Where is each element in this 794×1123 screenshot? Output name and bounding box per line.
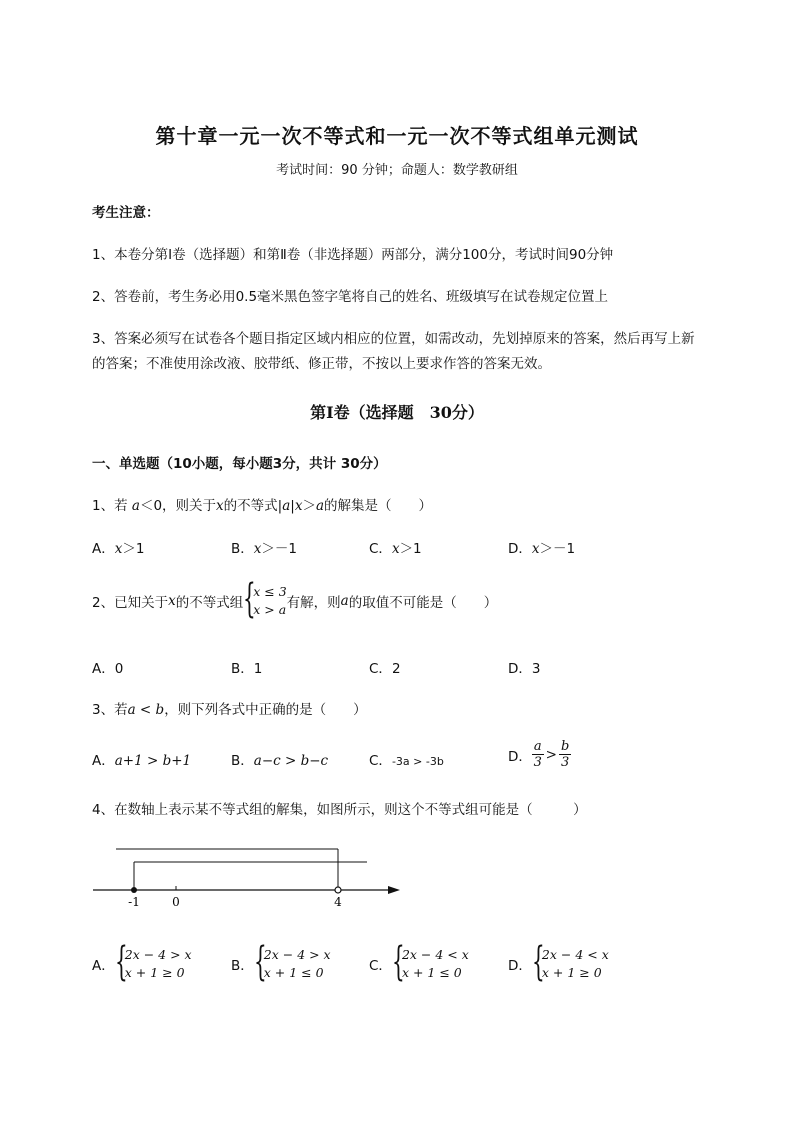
option-value: a+1 > b+1 <box>114 753 192 769</box>
option-label: A． <box>92 541 115 557</box>
q3-option-a[interactable] <box>92 749 191 769</box>
option-label: B． <box>231 958 254 974</box>
sys-line-1: 2x − 4 > x <box>124 947 192 962</box>
question-1 <box>92 494 432 514</box>
q3-cond: a < b <box>127 702 165 718</box>
q1-cond: ＜0，则关于 <box>139 498 217 514</box>
q4-option-c[interactable] <box>369 939 469 985</box>
notice-item-2: 2、答卷前，考生务必用0.5毫米黑色签字笔将自己的姓名、班级填写在试卷规定位置上 <box>92 289 609 305</box>
q1-expr-a: a <box>282 498 291 514</box>
fraction-denominator: 3 <box>561 755 570 770</box>
q2-sys-line-2: x > a <box>253 602 287 617</box>
option-value: 3 <box>531 661 541 677</box>
option-label: D． <box>508 541 532 557</box>
q2-option-c[interactable] <box>369 657 401 677</box>
q3-suffix: ，则下列各式中正确的是（ ） <box>164 702 367 718</box>
fraction-numerator: a <box>533 739 542 754</box>
option-system <box>253 939 331 985</box>
q2-prefix: 2、已知关于 <box>92 595 169 611</box>
option-label: A． <box>92 958 115 974</box>
option-value: 2 <box>391 661 401 677</box>
option-rel: ＞－1 <box>261 541 297 557</box>
axis-label-4: 4 <box>334 895 342 909</box>
q3-prefix: 3、若 <box>92 702 128 718</box>
q2-option-d[interactable] <box>508 657 541 677</box>
brace-icon: { <box>391 939 405 985</box>
notice-item-3: 3、答案必须写在试卷各个题目指定区域内相应的位置，如需改动，先划掉原来的答案，然后再写上新 <box>92 331 695 347</box>
option-system <box>114 939 192 985</box>
q3-option-d[interactable] <box>508 739 571 770</box>
sys-line-2: x + 1 ≤ 0 <box>401 965 462 980</box>
q1-var-x: x <box>216 498 224 514</box>
option-var: x <box>391 541 400 557</box>
brace-icon: { <box>243 576 256 622</box>
exam-subtitle: 考试时间：90 分钟；命题人：数学教研组 <box>276 163 518 178</box>
option-label: B． <box>231 753 254 769</box>
q1-var-a: a <box>131 498 140 514</box>
section-title: 第Ⅰ卷（选择题 30分） <box>310 403 484 422</box>
option-label: C． <box>369 541 392 557</box>
exam-title: 第十章一元一次不等式和一元一次不等式组单元测试 <box>155 124 639 148</box>
q3-option-b[interactable] <box>231 749 328 769</box>
axis-label-neg1: -1 <box>128 895 140 909</box>
option-label: D． <box>508 748 532 765</box>
option-rel: ＞1 <box>122 541 145 557</box>
option-label: B． <box>231 541 254 557</box>
option-label: B． <box>231 661 254 677</box>
sys-line-2: x + 1 ≤ 0 <box>263 965 324 980</box>
brace-icon: { <box>531 939 545 985</box>
option-rel: ＞1 <box>399 541 422 557</box>
fraction-numerator: b <box>560 739 570 754</box>
axis-label-0: 0 <box>172 895 180 909</box>
q2-suffix: 的取值不可能是（ ） <box>348 595 498 611</box>
option-value: 1 <box>253 661 263 677</box>
option-label: C． <box>369 753 392 769</box>
q2-var-x: x <box>168 593 176 609</box>
option-value: -3a > -3b <box>391 755 444 768</box>
option-label: C． <box>369 958 392 974</box>
q2-var-a: a <box>340 593 349 609</box>
option-var: x <box>114 541 123 557</box>
q1-option-b[interactable] <box>231 537 297 557</box>
notice-item-3-cont: 的答案；不准使用涂改液、胶带纸、修正带，不按以上要求作答的答案无效。 <box>92 356 551 372</box>
brace-icon: { <box>114 939 128 985</box>
q2-mid: 的不等式组 <box>175 595 244 611</box>
fraction-b-over-3 <box>559 739 571 770</box>
closed-dot-icon <box>131 887 137 893</box>
sys-line-1: 2x − 4 > x <box>263 947 331 962</box>
q4-option-d[interactable] <box>508 939 609 985</box>
brace-icon: { <box>253 939 267 985</box>
part-heading: 一、单选题（10小题，每小题3分，共计 30分） <box>92 456 387 472</box>
q1-option-a[interactable] <box>92 537 144 557</box>
q1-expr-x: x <box>294 498 303 514</box>
q1-option-c[interactable] <box>369 537 422 557</box>
option-system <box>391 939 469 985</box>
q4-option-b[interactable] <box>231 939 331 985</box>
q1-suffix: 的解集是（ ） <box>324 498 433 514</box>
option-label: D． <box>508 958 532 974</box>
q4-option-a[interactable] <box>92 939 192 985</box>
q3-option-c[interactable] <box>369 749 444 769</box>
notice-item-1: 1、本卷分第Ⅰ卷（选择题）和第Ⅱ卷（非选择题）两部分，满分100分，考试时间90分钟 <box>92 247 614 263</box>
q2-option-b[interactable] <box>231 657 262 677</box>
option-value: a−c > b−c <box>253 753 329 769</box>
q2-system <box>243 576 287 622</box>
option-label: A． <box>92 753 115 769</box>
number-line-figure <box>88 842 408 912</box>
axis-arrow-icon <box>388 886 400 894</box>
question-2 <box>92 576 498 622</box>
q1-expr-a2: a <box>315 498 325 514</box>
sys-line-1: 2x − 4 < x <box>401 947 469 962</box>
open-dot-icon <box>335 887 341 893</box>
option-rel: ＞－1 <box>539 541 576 557</box>
q2-option-a[interactable] <box>92 657 123 677</box>
q2-mid2: 有解，则 <box>286 595 341 611</box>
q1-expr-bar: | <box>290 498 295 514</box>
question-4: 4、在数轴上表示某不等式组的解集，如图所示，则这个不等式组可能是（ ） <box>92 802 587 818</box>
q2-sys-line-1: x ≤ 3 <box>253 584 287 599</box>
notice-heading: 考生注意： <box>92 205 160 221</box>
q1-prefix: 1、若 <box>92 498 132 514</box>
fraction-a-over-3 <box>532 739 544 770</box>
option-label: A． <box>92 661 115 677</box>
q1-expr-gt: ＞ <box>302 498 316 514</box>
sys-line-2: x + 1 ≥ 0 <box>541 965 602 980</box>
option-label: D． <box>508 661 532 677</box>
sys-line-1: 2x − 4 < x <box>541 947 609 962</box>
relation: > <box>545 746 557 763</box>
q1-mid: 的不等式| <box>223 498 283 514</box>
option-var: x <box>531 541 540 557</box>
option-var: x <box>253 541 262 557</box>
option-system <box>531 939 609 985</box>
option-label: C． <box>369 661 392 677</box>
question-3 <box>92 698 367 718</box>
fraction-denominator: 3 <box>533 755 542 770</box>
q1-option-d[interactable] <box>508 537 575 557</box>
option-value: 0 <box>114 661 124 677</box>
sys-line-2: x + 1 ≥ 0 <box>124 965 185 980</box>
